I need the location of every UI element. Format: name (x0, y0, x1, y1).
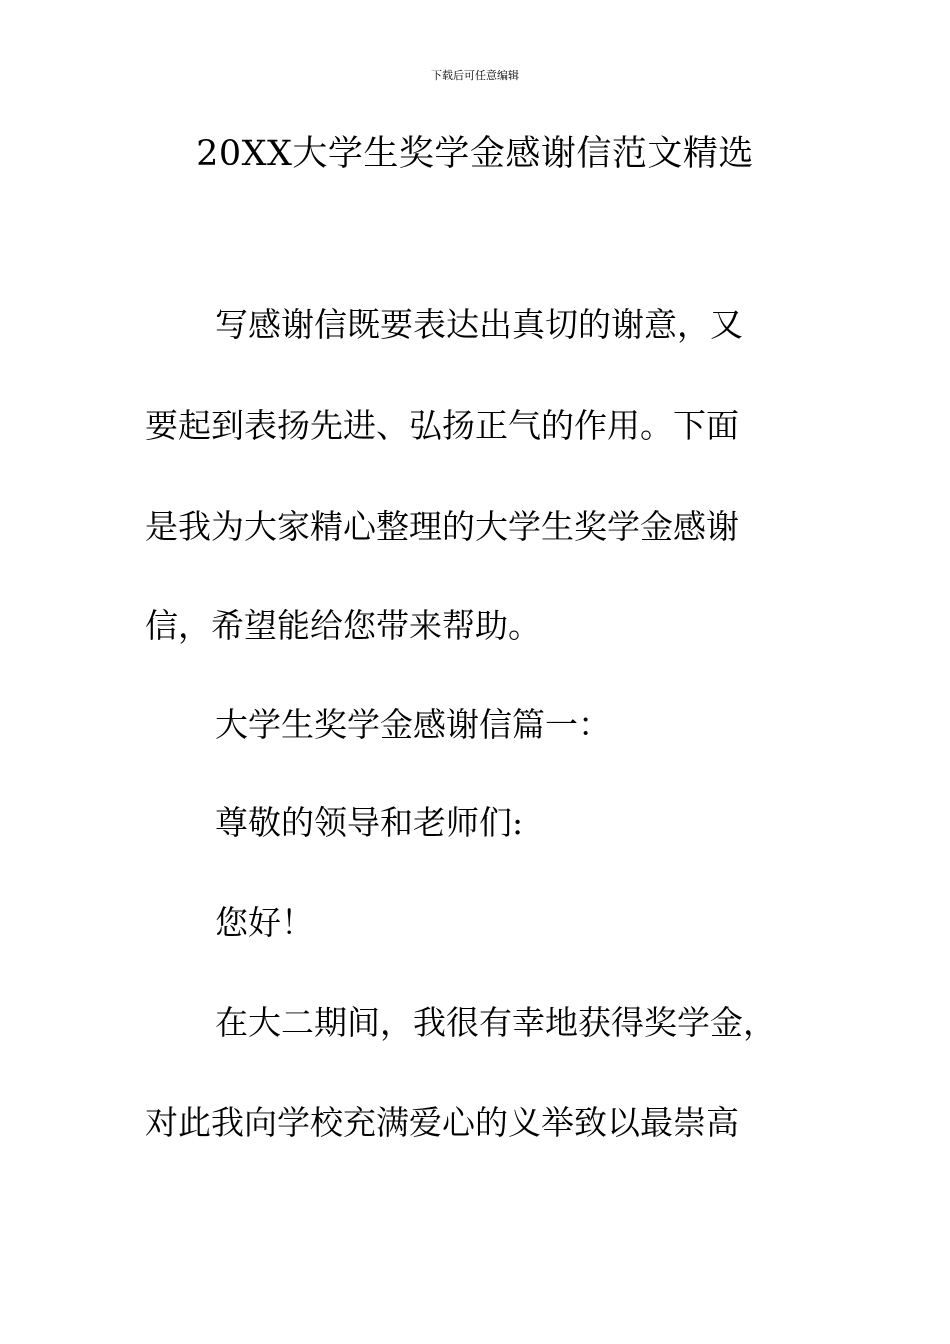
paragraph-line: 是我为大家精心整理的大学生奖学金感谢 (145, 507, 739, 546)
paragraph-line: 写感谢信既要表达出真切的谢意，又 (215, 305, 743, 344)
paragraph-line: 在大二期间，我很有幸地获得奖学金， (215, 1003, 776, 1042)
document-title: 20XX大学生奖学金感谢信范文精选 (196, 134, 754, 174)
paragraph-line: 要起到表扬先进、弘扬正气的作用。下面 (145, 406, 739, 445)
header-note: 下载后可任意编辑 (431, 69, 519, 82)
paragraph-line: 对此我向学校充满爱心的义举致以最崇高 (145, 1103, 739, 1142)
paragraph-line: 信，希望能给您带来帮助。 (145, 606, 541, 645)
greeting: 您好！ (215, 903, 314, 942)
section-heading: 大学生奖学金感谢信篇一： (215, 705, 611, 744)
salutation: 尊敬的领导和老师们: (215, 803, 524, 842)
